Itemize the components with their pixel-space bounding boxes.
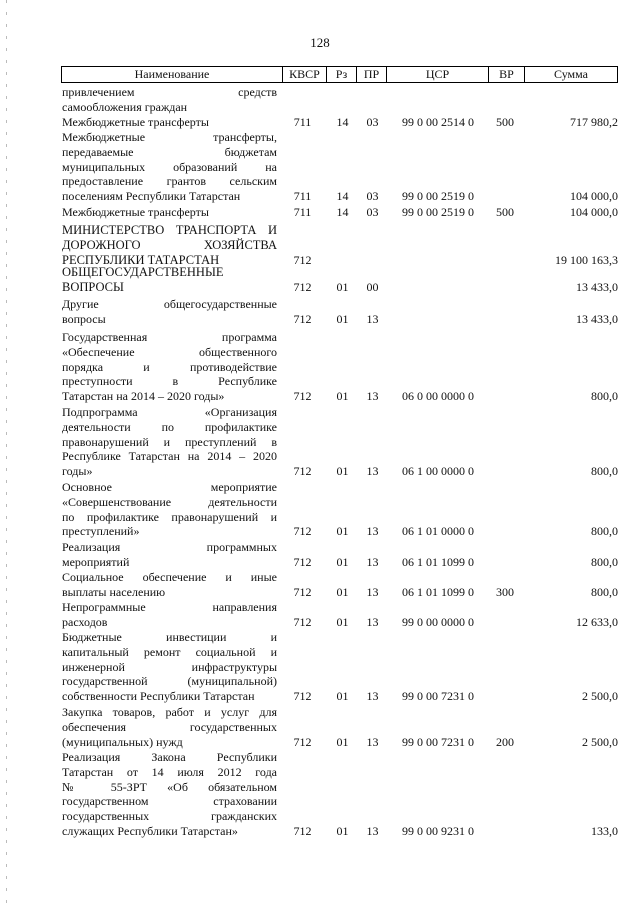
row-name-line: деятельности по профилактике	[62, 419, 277, 434]
row-name-line: годы»	[62, 464, 93, 478]
row-name	[62, 570, 277, 600]
row-name-line: привлечением средств	[62, 85, 277, 99]
row-name-line: по профилактике правонарушений и	[62, 509, 277, 524]
row-vr: 300	[496, 584, 514, 599]
row-kvsr: 712	[293, 524, 312, 539]
row-rz: 01	[336, 734, 349, 749]
row-name-line: передаваемые бюджетам	[62, 144, 277, 159]
row-kvsr: 712	[293, 252, 312, 267]
row-csr: 99 0 00 9231 0	[402, 823, 474, 838]
row-name-line: № 55-ЗРТ «Об обязательном	[62, 779, 277, 794]
row-pr: 13	[366, 584, 379, 599]
row-rz: 01	[336, 524, 349, 539]
row-name-line: Реализация программных	[62, 540, 277, 554]
header-sum: Сумма	[524, 67, 617, 82]
row-csr: 99 0 00 2514 0	[402, 115, 474, 129]
row-rz: 14	[336, 205, 349, 219]
row-name-line: Межбюджетные трансферты	[62, 115, 209, 129]
row-name-line: выплаты населению	[62, 584, 166, 599]
header-vr: ВР	[488, 67, 524, 82]
row-pr: 13	[366, 389, 379, 403]
row-pr: 00	[366, 279, 379, 294]
row-name-line: Подпрограмма «Организация	[62, 405, 277, 419]
row-name	[62, 115, 277, 130]
row-name-line: предоставление грантов сельским	[62, 174, 277, 189]
row-name-line: Социальное обеспечение и иные	[62, 570, 277, 584]
row-sum: 2 500,0	[582, 689, 618, 703]
row-pr: 03	[366, 115, 379, 129]
row-sum: 13 433,0	[576, 311, 618, 326]
row-name-line: капитальный ремонт социальной и	[62, 644, 277, 659]
row-name-line: Непрограммные направления	[62, 600, 277, 614]
row-csr: 99 0 00 2519 0	[402, 189, 474, 203]
row-name-line: вопросы	[62, 311, 106, 326]
row-rz: 01	[336, 823, 349, 838]
row-vr: 500	[496, 205, 514, 219]
row-name-line: Закупка товаров, работ и услуг для	[62, 705, 277, 719]
row-csr: 06 1 01 0000 0	[402, 524, 474, 539]
row-name	[62, 540, 277, 570]
row-name-line: преступлений»	[62, 524, 140, 539]
header-name: Наименование	[134, 67, 210, 81]
header-rz: Рз	[326, 67, 356, 82]
row-name-line: ДОРОЖНОГО ХОЗЯЙСТВА	[62, 237, 277, 252]
row-pr: 13	[366, 614, 379, 629]
row-name-line: Татарстан от 14 июля 2012 года	[62, 764, 277, 779]
row-csr: 06 1 01 1099 0	[402, 554, 474, 569]
row-sum: 717 980,2	[570, 115, 618, 129]
row-kvsr: 712	[293, 389, 312, 403]
row-kvsr: 712	[293, 279, 312, 294]
row-name	[62, 330, 277, 404]
row-name-line: «Обеспечение общественного	[62, 344, 277, 359]
row-sum: 800,0	[591, 524, 618, 539]
row-name-line: обеспечения государственных	[62, 719, 277, 734]
row-name-line: РЕСПУБЛИКИ ТАТАРСТАН	[62, 252, 220, 267]
row-name	[62, 130, 277, 204]
row-rz: 01	[336, 614, 349, 629]
row-rz: 01	[336, 689, 349, 703]
row-sum: 2 500,0	[582, 734, 618, 749]
row-name	[62, 630, 277, 704]
row-rz: 01	[336, 311, 349, 326]
row-name-line: собственности Республики Татарстан	[62, 689, 255, 703]
row-name	[62, 265, 277, 295]
row-name-line: (муниципальных) нужд	[62, 734, 183, 749]
scan-edge	[6, 0, 7, 905]
row-name	[62, 205, 277, 220]
row-name-line: ВОПРОСЫ	[62, 279, 124, 294]
row-name-line: поселениям Республики Татарстан	[62, 189, 241, 203]
row-name-line: «Совершенствование деятельности	[62, 494, 277, 509]
row-pr: 03	[366, 205, 379, 219]
row-rz: 14	[336, 115, 349, 129]
row-kvsr: 711	[293, 205, 312, 219]
row-name-line: Другие общегосударственные	[62, 297, 277, 311]
row-kvsr: 712	[293, 823, 312, 838]
row-name-line: государственном страховании	[62, 794, 277, 809]
row-name-line: служащих Республики Татарстан»	[62, 823, 238, 838]
row-pr: 13	[366, 734, 379, 749]
row-kvsr: 712	[293, 311, 312, 326]
row-rz: 01	[336, 554, 349, 569]
row-name-line: Межбюджетные трансферты,	[62, 130, 277, 144]
row-name	[62, 750, 277, 839]
row-rz: 01	[336, 389, 349, 403]
row-pr: 13	[366, 464, 379, 478]
row-csr: 99 0 00 7231 0	[402, 689, 474, 703]
row-name-line: Государственная программа	[62, 330, 277, 344]
row-kvsr: 712	[293, 689, 312, 703]
row-kvsr: 711	[293, 115, 312, 129]
row-name-line: Реализация Закона Республики	[62, 750, 277, 764]
row-vr: 200	[496, 734, 514, 749]
row-name-line: МИНИСТЕРСТВО ТРАНСПОРТА И	[62, 223, 277, 237]
row-csr: 99 0 00 7231 0	[402, 734, 474, 749]
header-csr: ЦСР	[386, 67, 488, 82]
row-csr: 99 0 00 0000 0	[402, 614, 474, 629]
row-pr: 13	[366, 554, 379, 569]
row-kvsr: 712	[293, 554, 312, 569]
row-sum: 19 100 163,3	[555, 252, 618, 267]
header-kvsr: КВСР	[282, 67, 326, 82]
header-pr: ПР	[356, 67, 386, 82]
row-csr: 06 0 00 0000 0	[402, 389, 474, 403]
row-pr: 13	[366, 823, 379, 838]
table-header	[61, 66, 618, 83]
row-name	[62, 405, 277, 479]
row-name	[62, 600, 277, 630]
row-csr: 06 1 01 1099 0	[402, 584, 474, 599]
row-pr: 13	[366, 311, 379, 326]
row-name-line: муниципальных образований на	[62, 159, 277, 174]
row-kvsr: 712	[293, 614, 312, 629]
row-name	[62, 480, 277, 539]
row-name-line: государственной (муниципальной)	[62, 674, 277, 689]
row-name	[62, 705, 277, 749]
row-sum: 800,0	[591, 554, 618, 569]
row-rz: 01	[336, 464, 349, 478]
row-csr: 99 0 00 2519 0	[402, 205, 474, 219]
row-sum: 800,0	[591, 389, 618, 403]
row-name-line: ОБЩЕГОСУДАРСТВЕННЫЕ	[62, 265, 224, 279]
row-sum: 104 000,0	[570, 189, 618, 203]
page-number: 128	[310, 35, 330, 50]
row-name-line: правонарушений и преступлений в	[62, 434, 277, 449]
row-name-line: преступности в Республике	[62, 374, 277, 389]
row-name-line: мероприятий	[62, 554, 130, 569]
row-csr: 06 1 00 0000 0	[402, 464, 474, 478]
row-name-line: Межбюджетные трансферты	[62, 205, 209, 219]
row-name-line: самообложения граждан	[62, 99, 188, 114]
row-kvsr: 712	[293, 464, 312, 478]
row-sum: 104 000,0	[570, 205, 618, 219]
row-name	[62, 85, 277, 115]
row-name	[62, 223, 277, 267]
row-kvsr: 712	[293, 584, 312, 599]
row-pr: 13	[366, 689, 379, 703]
row-name-line: расходов	[62, 614, 108, 629]
row-name	[62, 297, 277, 327]
row-rz: 14	[336, 189, 349, 203]
row-sum: 13 433,0	[576, 279, 618, 294]
row-sum: 12 633,0	[576, 614, 618, 629]
row-name-line: инженерной инфраструктуры	[62, 659, 277, 674]
row-kvsr: 712	[293, 734, 312, 749]
row-sum: 800,0	[591, 584, 618, 599]
row-name-line: государственных гражданских	[62, 809, 277, 823]
row-name-line: Бюджетные инвестиции и	[62, 630, 277, 644]
row-name-line: Татарстан на 2014 – 2020 годы»	[62, 389, 225, 403]
row-sum: 133,0	[591, 823, 618, 838]
row-name-line: Основное мероприятие	[62, 480, 277, 494]
row-pr: 13	[366, 524, 379, 539]
row-name-line: порядка и противодействие	[62, 359, 277, 374]
row-pr: 03	[366, 189, 379, 203]
row-vr: 500	[496, 115, 514, 129]
row-name-line: Республике Татарстан на 2014 – 2020	[62, 449, 277, 464]
row-sum: 800,0	[591, 464, 618, 478]
row-rz: 01	[336, 584, 349, 599]
row-rz: 01	[336, 279, 349, 294]
row-kvsr: 711	[293, 189, 312, 203]
